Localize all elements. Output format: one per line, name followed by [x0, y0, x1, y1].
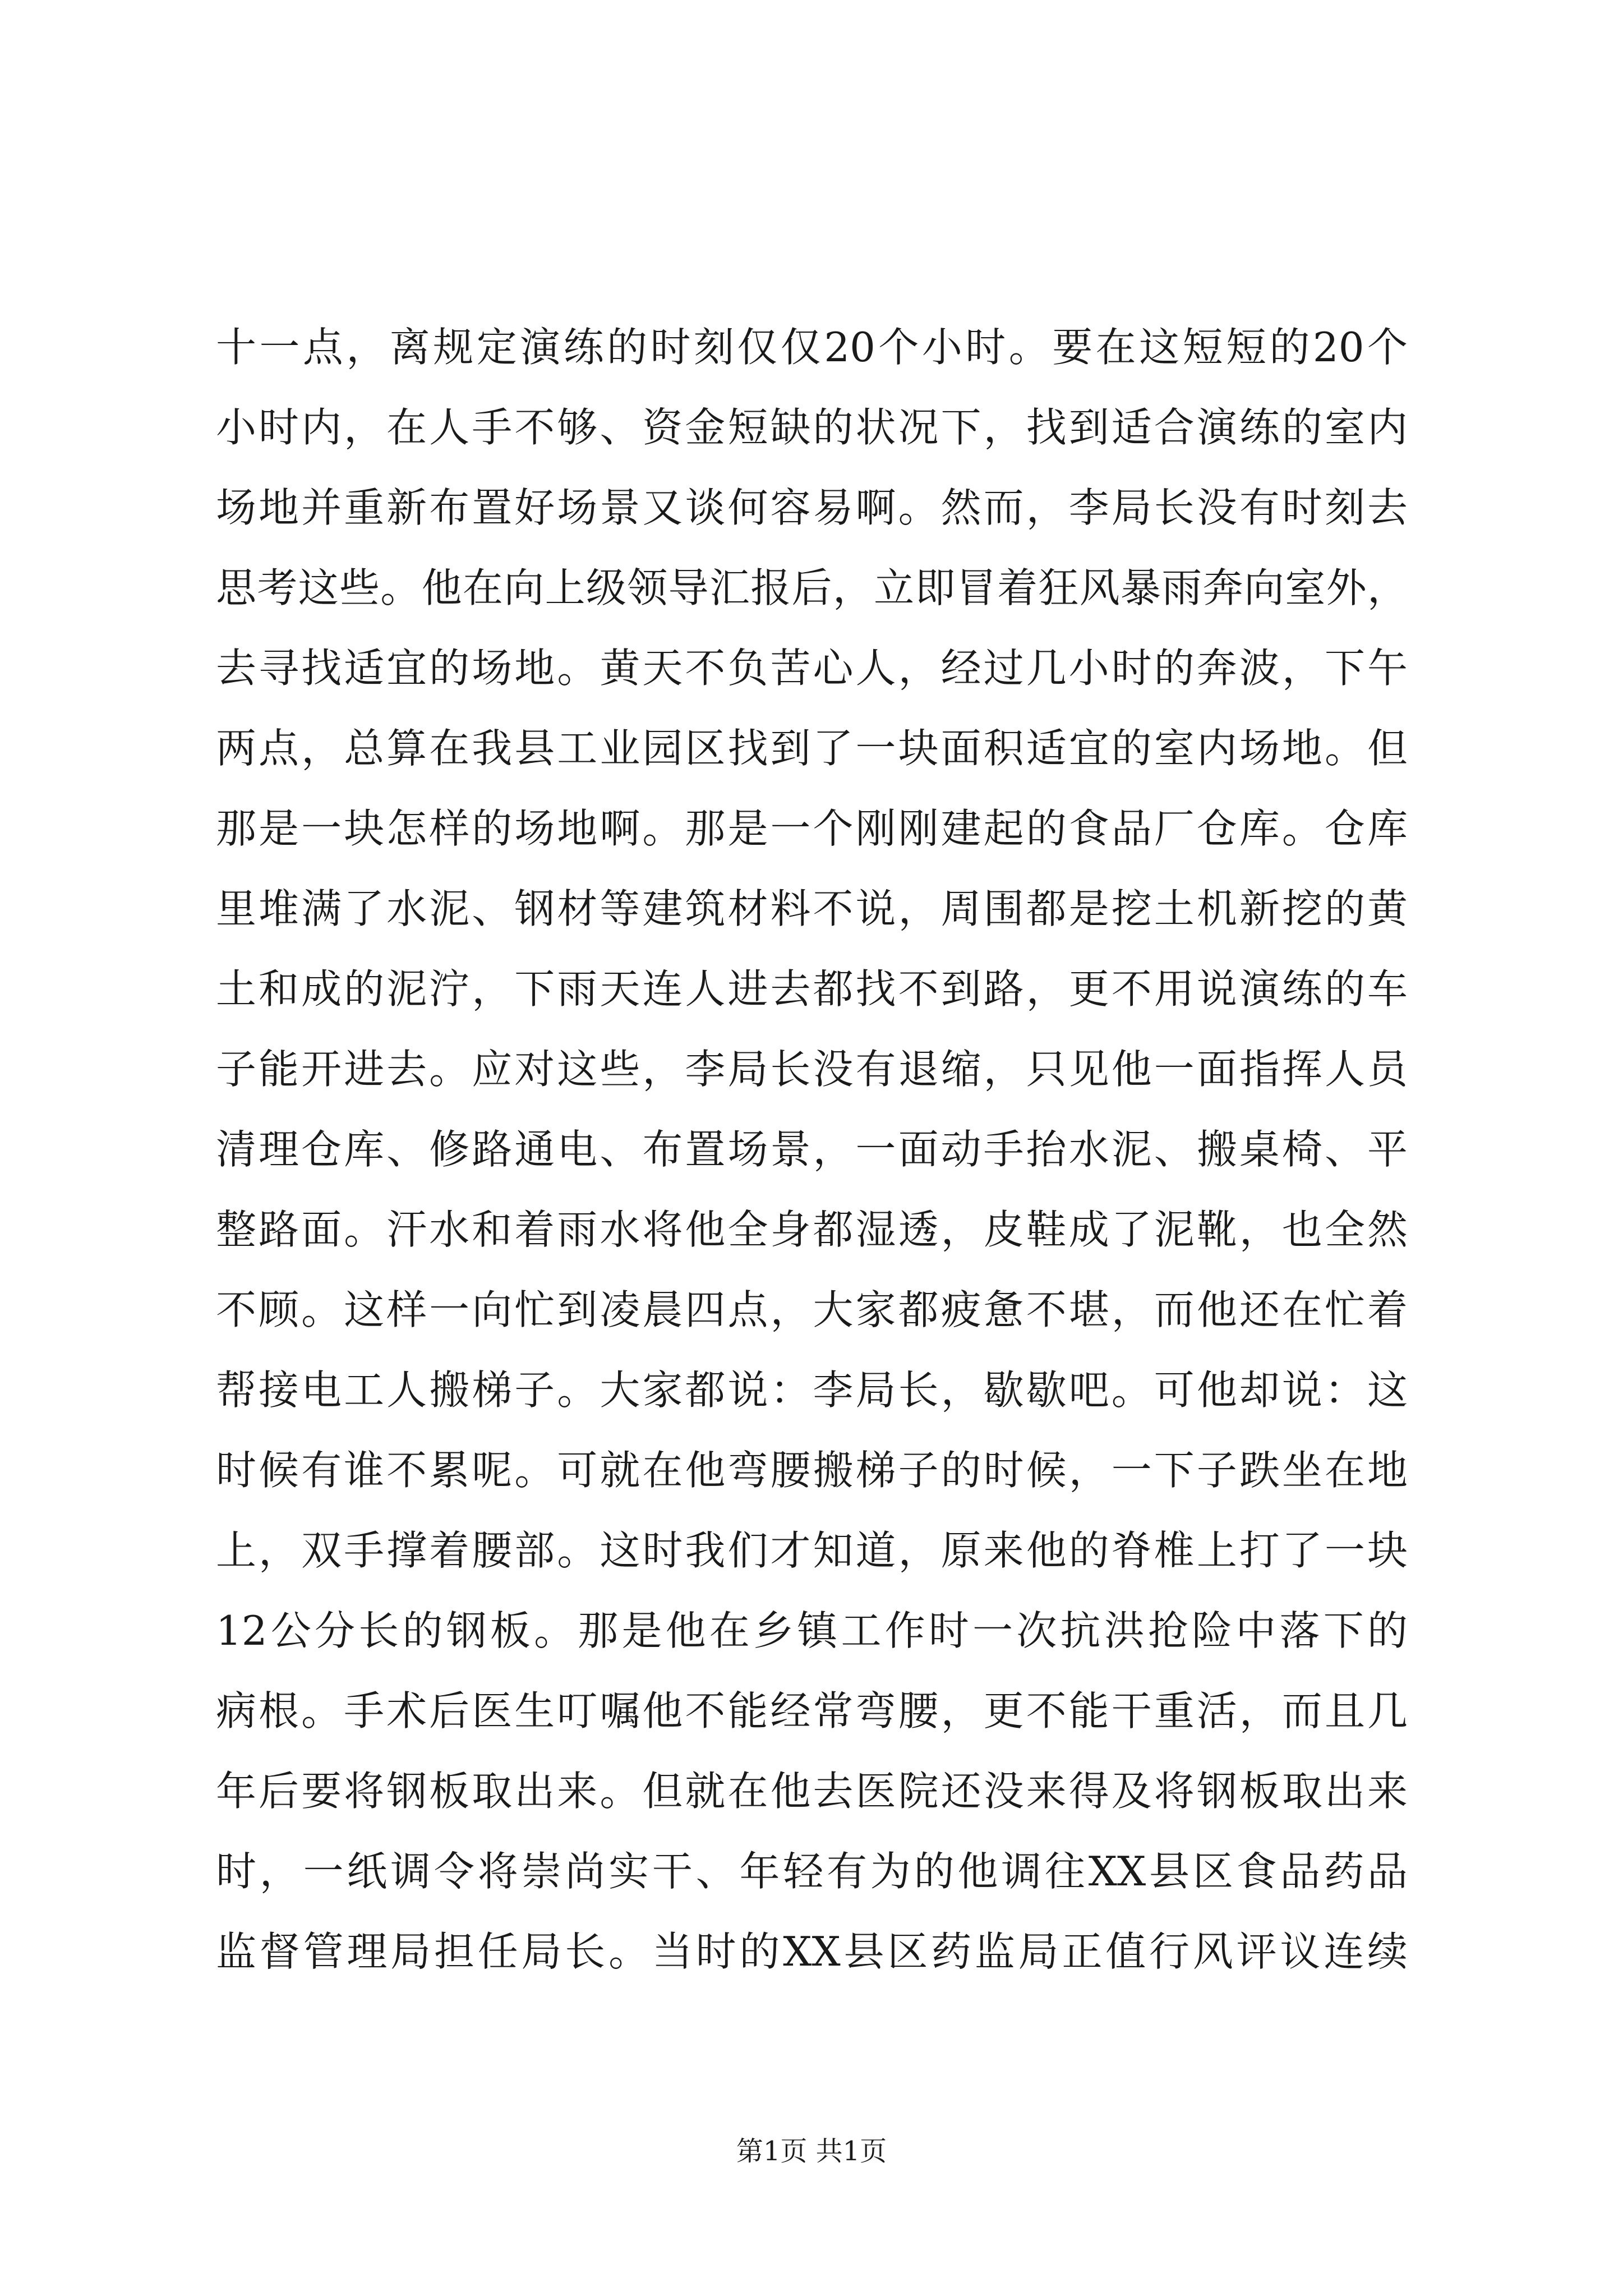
text-line: 土和成的泥泞，下雨天连人进去都找不到路，更不用说演练的车 [216, 965, 1408, 1013]
text-line: 年后要将钢板取出来。但就在他去医院还没来得及将钢板取出来 [216, 1768, 1408, 1815]
text-line: 那是一块怎样的场地啊。那是一个刚刚建起的食品厂仓库。仓库 [216, 805, 1408, 852]
text-line: 清理仓库、修路通电、布置场景，一面动手抬水泥、搬桌椅、平 [216, 1126, 1408, 1173]
text-line: 时，一纸调令将崇尚实干、年轻有为的他调往XX县区食品药品 [216, 1848, 1408, 1895]
text-line: 监督管理局担任局长。当时的XX县区药监局正值行风评议连续 [216, 1928, 1408, 1975]
text-line: 整路面。汗水和着雨水将他全身都湿透，皮鞋成了泥靴，也全然 [216, 1206, 1408, 1253]
text-line: 两点，总算在我县工业园区找到了一块面积适宜的室内场地。但 [216, 725, 1408, 772]
text-line: 十一点，离规定演练的时刻仅仅20个小时。要在这短短的20个 [216, 324, 1408, 371]
text-line: 子能开进去。应对这些，李局长没有退缩，只见他一面指挥人员 [216, 1046, 1408, 1093]
text-line: 病根。手术后医生叮嘱他不能经常弯腰，更不能干重活，而且几 [216, 1687, 1408, 1734]
text-line: 里堆满了水泥、钢材等建筑材料不说，周围都是挖土机新挖的黄 [216, 885, 1408, 932]
text-line: 思考这些。他在向上级领导汇报后，立即冒着狂风暴雨奔向室外， [216, 564, 1408, 611]
text-line: 帮接电工人搬梯子。大家都说：李局长，歇歇吧。可他却说：这 [216, 1366, 1408, 1414]
text-line: 场地并重新布置好场景又谈何容易啊。然而，李局长没有时刻去 [216, 484, 1408, 531]
text-line: 上，双手撑着腰部。这时我们才知道，原来他的脊椎上打了一块 [216, 1527, 1408, 1574]
text-line: 去寻找适宜的场地。黄天不负苦心人，经过几小时的奔波，下午 [216, 645, 1408, 692]
text-line: 不顾。这样一向忙到凌晨四点，大家都疲惫不堪，而他还在忙着 [216, 1286, 1408, 1333]
body-text [216, 307, 1408, 1992]
text-line: 时候有谁不累呢。可就在他弯腰搬梯子的时候，一下子跌坐在地 [216, 1447, 1408, 1494]
page-footer: 第1页 共1页 [736, 2136, 887, 2167]
text-line: 12公分长的钢板。那是他在乡镇工作时一次抗洪抢险中落下的 [216, 1607, 1408, 1654]
text-line: 小时内，在人手不够、资金短缺的状况下，找到适合演练的室内 [216, 404, 1408, 451]
